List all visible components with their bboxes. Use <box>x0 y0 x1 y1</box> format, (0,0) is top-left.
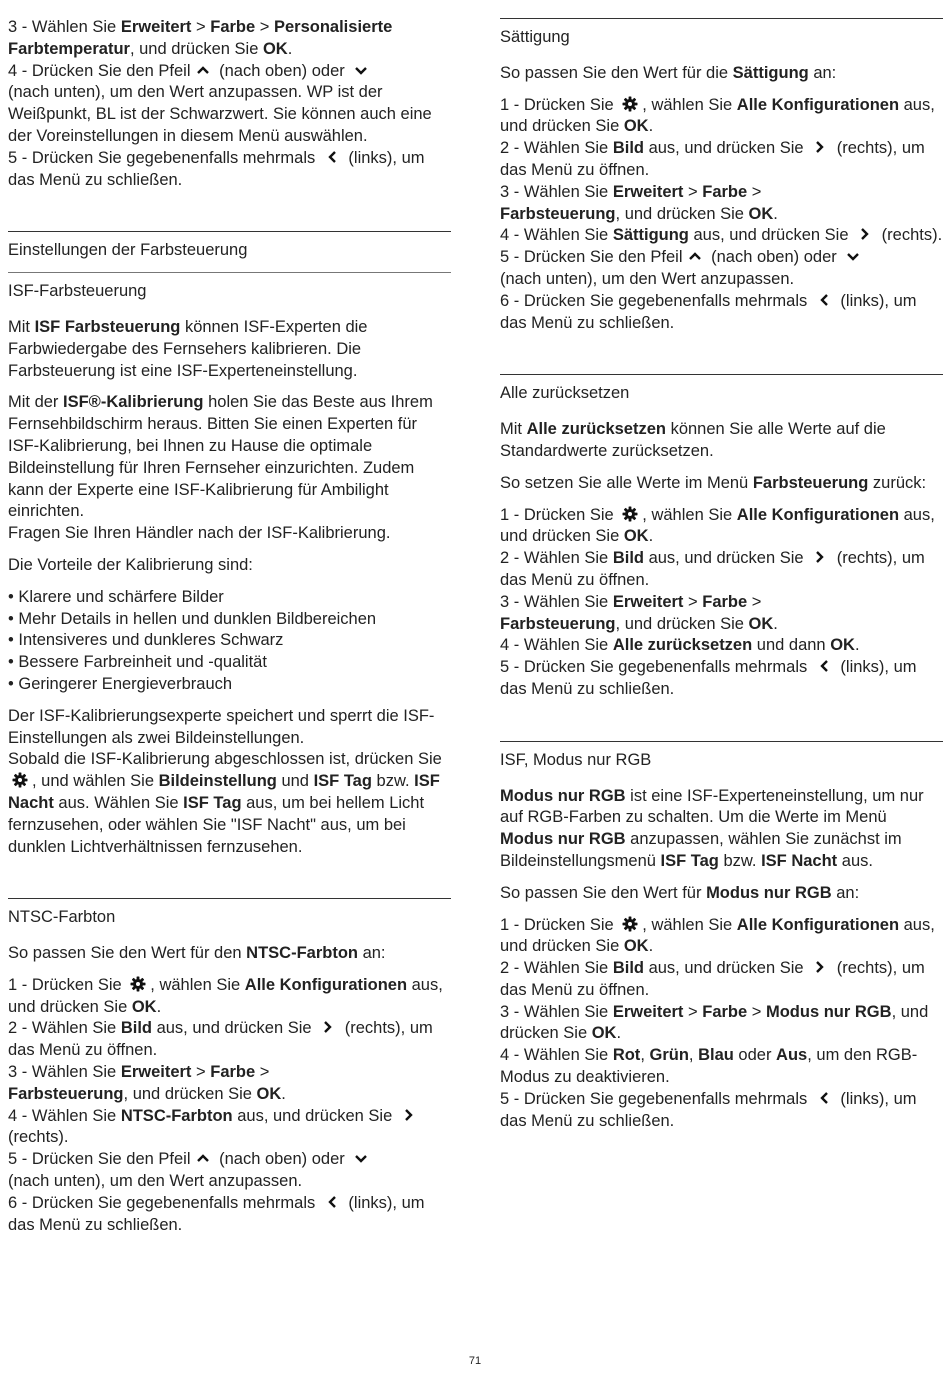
gear-icon <box>622 506 638 522</box>
reset-step-2: 2 - Wählen Sie Bild aus, und drücken Sie (rechts), um das Menü zu öffnen. <box>500 549 925 589</box>
arrow-left-icon <box>324 1194 340 1210</box>
page-number: 71 <box>468 1355 482 1367</box>
step-4-pfeil: 4 - Drücken Sie den Pfeil (nach oben) oder (nach unten), um den Wert anzupassen. WP ist der Weißpunkt, BL ist der Schwarzwert. Sie können auch eine der Voreinstellungen in diesem Menü auswählen. <box>8 61 432 145</box>
arrow-right-icon <box>857 226 873 242</box>
arrow-up-icon <box>195 62 211 78</box>
isf-paragraph-1: Mit ISF Farbsteuerung können ISF-Experten die Farbwiedergabe des Fernsehers kalibrieren. Die Farbsteuerung ist eine ISF-Experteneinstellung. <box>8 317 368 380</box>
arrow-left-icon <box>816 292 832 308</box>
arrow-right-icon <box>320 1019 336 1035</box>
arrow-down-icon <box>845 248 861 264</box>
arrow-right-icon <box>812 139 828 155</box>
arrow-left-icon <box>816 658 832 674</box>
arrow-right-icon <box>401 1107 417 1123</box>
gear-icon <box>12 772 28 788</box>
section-heading-isf: ISF-Farbsteuerung <box>8 282 147 301</box>
section-heading-rgb: ISF, Modus nur RGB <box>500 750 652 769</box>
benefit-item: • Klarere und schärfere Bilder <box>8 587 224 606</box>
arrow-up-icon <box>687 248 703 264</box>
benefit-item: • Mehr Details in hellen und dunklen Bildbereichen <box>8 609 377 628</box>
reset-step-3: 3 - Wählen Sie Erweitert > Farbe > Farbsteuerung, und drücken Sie OK. <box>500 592 778 633</box>
isf-paragraph-2: Mit der ISF®-Kalibrierung holen Sie das Beste aus Ihrem Fernsehbildschirm heraus. Bitten Sie einen Experten für ISF-Kalibrierung, bei Ihnen zu Hause die optimale Bildeinstellung für Ihren Fernseher einzurichten. Zudem kann der Experte eine ISF-Kalibrierung für Ambilight einrichten. Fragen Sie Ihren Händler nach der ISF-Kalibrierung. <box>8 393 433 543</box>
section-heading-farbsteuerung: Einstellungen der Farbsteuerung <box>8 241 248 260</box>
ntsc-intro: So passen Sie den Wert für den NTSC-Farbton an: <box>8 944 386 963</box>
sat-step-6: 6 - Drücken Sie gegebenenfalls mehrmals (links), um das Menü zu schließen. <box>500 291 917 332</box>
sat-step-2: 2 - Wählen Sie Bild aus, und drücken Sie (rechts), um das Menü zu öffnen. <box>500 139 925 179</box>
arrow-left-icon <box>324 149 340 165</box>
rgb-step-3: 3 - Wählen Sie Erweitert > Farbe > Modus nur RGB, und drücken Sie OK. <box>500 1002 929 1043</box>
rgb-paragraph-1: Modus nur RGB ist eine ISF-Experteneinstellung, um nur auf RGB-Farben zu schalten. Um die Werte im Menü Modus nur RGB anzupassen, wählen Sie zunächst im Bildeinstellungsmenü ISF Tag bzw. ISF Nacht aus. <box>500 786 924 870</box>
section-heading-saettigung: Sättigung <box>500 28 570 46</box>
step-5-close: 5 - Drücken Sie gegebenenfalls mehrmals (links), um das Menü zu schließen. <box>8 148 425 189</box>
section-heading-reset: Alle zurücksetzen <box>500 384 630 403</box>
reset-step-5: 5 - Drücken Sie gegebenenfalls mehrmals (links), um das Menü zu schließen. <box>500 658 917 698</box>
reset-step-1: 1 - Drücken Sie , wählen Sie Alle Konfigurationen aus, und drücken Sie OK. <box>500 505 935 546</box>
step-3-farbtemperatur: 3 - Wählen Sie Erweitert > Farbe > Personalisierte Farbtemperatur, und drücken Sie OK. <box>8 18 393 58</box>
ntsc-step-6: 6 - Drücken Sie gegebenenfalls mehrmals (links), um das Menü zu schließen. <box>8 1193 425 1234</box>
sat-step-4: 4 - Wählen Sie Sättigung aus, und drücken Sie (rechts). <box>500 226 943 245</box>
ntsc-step-4: 4 - Wählen Sie NTSC-Farbton aus, und drücken Sie (rechts). <box>8 1106 451 1150</box>
ntsc-step-2: 2 - Wählen Sie Bild aus, und drücken Sie (rechts), um das Menü zu öffnen. <box>8 1019 433 1060</box>
isf-paragraph-4: Der ISF-Kalibrierungsexperte speichert und sperrt die ISF-Einstellungen als zwei Bildeinstellungen. Sobald die ISF-Kalibrierung abgeschlossen ist, drücken Sie , und wählen Sie Bildeinstellung und ISF Tag bzw. ISF Nacht aus. Wählen Sie ISF Tag aus, um bei hellem Licht fernzusehen, oder wählen Sie "ISF Nacht" aus, um bei dunklen Lichtverhältnissen fernzusehen. <box>8 706 442 856</box>
ntsc-step-1: 1 - Drücken Sie , wählen Sie Alle Konfigurationen aus, und drücken Sie OK. <box>8 975 443 1016</box>
rgb-step-5: 5 - Drücken Sie gegebenenfalls mehrmals (links), um das Menü zu schließen. <box>500 1089 917 1130</box>
isf-benefits-intro: Die Vorteile der Kalibrierung sind: <box>8 555 253 574</box>
gear-icon <box>622 96 638 112</box>
benefit-item: • Geringerer Energieverbrauch <box>8 674 233 693</box>
section-heading-ntsc: NTSC-Farbton <box>8 908 116 927</box>
benefit-item: • Bessere Farbreinheit und -qualität <box>8 653 267 672</box>
left-column <box>8 0 451 1236</box>
sat-intro: So passen Sie den Wert für die Sättigung an: <box>500 63 837 82</box>
sat-step-5: 5 - Drücken Sie den Pfeil (nach oben) oder (nach unten), um den Wert anzupassen. <box>500 247 943 291</box>
arrow-down-icon <box>353 62 369 78</box>
reset-paragraph-1: Mit Alle zurücksetzen können Sie alle Werte auf die Standardwerte zurücksetzen. <box>500 420 886 460</box>
gear-icon <box>130 976 146 992</box>
gear-icon <box>622 916 638 932</box>
arrow-right-icon <box>812 959 828 975</box>
arrow-right-icon <box>812 549 828 565</box>
rgb-step-1: 1 - Drücken Sie , wählen Sie Alle Konfigurationen aus, und drücken Sie OK. <box>500 915 935 956</box>
right-column <box>500 0 943 1132</box>
arrow-down-icon <box>353 1150 369 1166</box>
sat-step-1: 1 - Drücken Sie , wählen Sie Alle Konfigurationen aus, und drücken Sie OK. <box>500 95 935 136</box>
rgb-step-2: 2 - Wählen Sie Bild aus, und drücken Sie (rechts), um das Menü zu öffnen. <box>500 959 925 999</box>
reset-step-4: 4 - Wählen Sie Alle zurücksetzen und dann OK. <box>500 636 860 655</box>
reset-paragraph-2: So setzen Sie alle Werte im Menü Farbsteuerung zurück: <box>500 473 927 492</box>
ntsc-step-5: 5 - Drücken Sie den Pfeil (nach oben) oder (nach unten), um den Wert anzupassen. <box>8 1149 451 1193</box>
sat-step-3: 3 - Wählen Sie Erweitert > Farbe > Farbsteuerung, und drücken Sie OK. <box>500 182 778 223</box>
arrow-up-icon <box>195 1150 211 1166</box>
ntsc-step-3: 3 - Wählen Sie Erweitert > Farbe > Farbsteuerung, und drücken Sie OK. <box>8 1063 286 1103</box>
benefit-item: • Intensiveres und dunkleres Schwarz <box>8 631 284 650</box>
rgb-step-4: 4 - Wählen Sie Rot, Grün, Blau oder Aus, um den RGB-Modus zu deaktivieren. <box>500 1046 918 1087</box>
arrow-left-icon <box>816 1090 832 1106</box>
rgb-paragraph-2: So passen Sie den Wert für Modus nur RGB an: <box>500 883 860 902</box>
